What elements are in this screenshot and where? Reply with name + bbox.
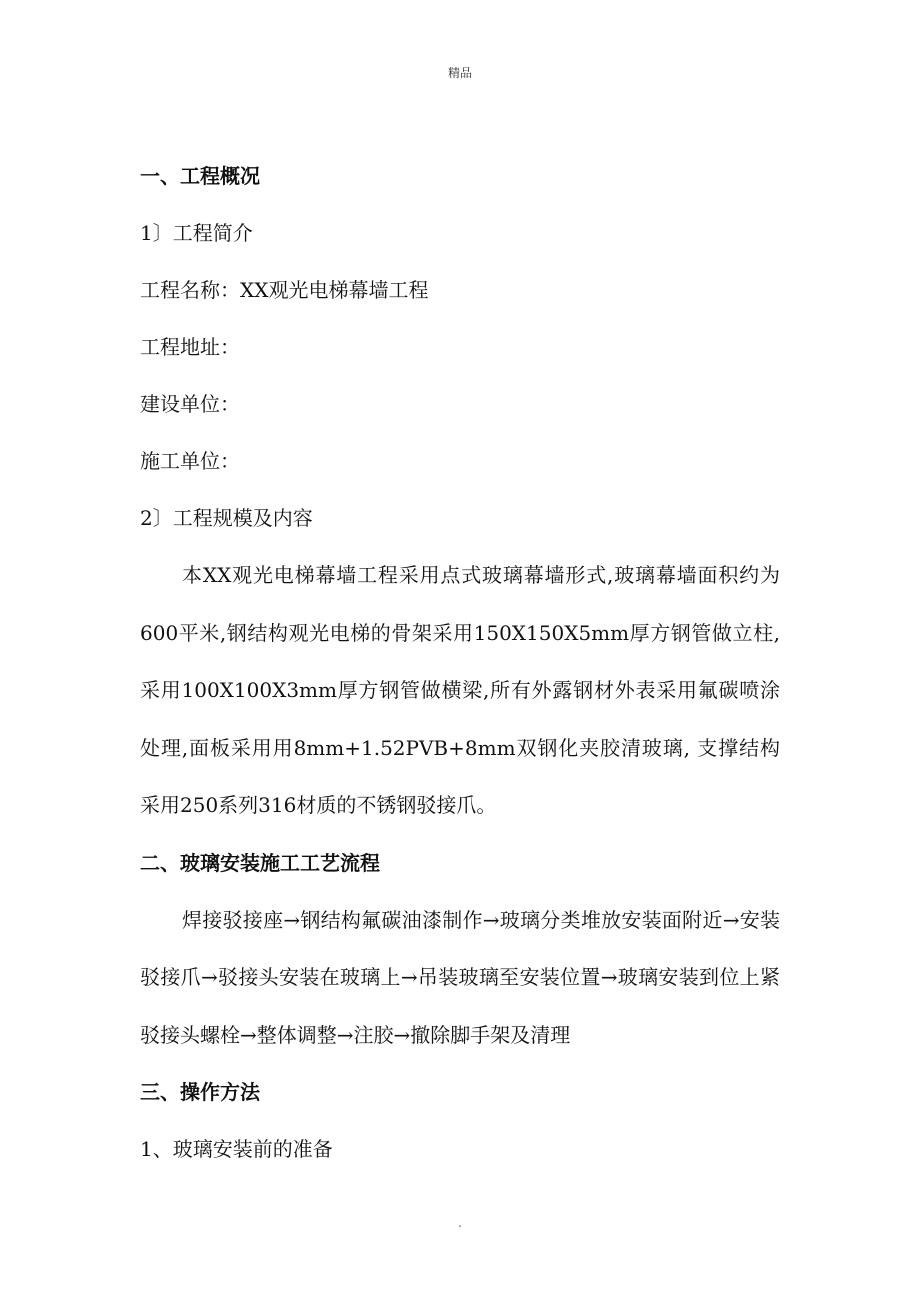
subsection-project-intro: 1〕工程简介 — [140, 221, 253, 245]
document-body — [140, 148, 780, 1178]
subsection-glass-prep: 1、玻璃安装前的准备 — [140, 1137, 333, 1161]
project-name: 工程名称：XX观光电梯幕墙工程 — [140, 278, 429, 302]
section-2-title: 二、玻璃安装施工工艺流程 — [140, 850, 380, 875]
page-footer: . — [458, 1216, 462, 1230]
section-3-title: 三、操作方法 — [140, 1080, 260, 1104]
construction-contractor: 施工单位： — [140, 449, 240, 473]
page-header: 精品 — [447, 66, 472, 80]
project-address: 工程地址： — [140, 335, 240, 359]
process-flow-paragraph: 焊接驳接座→钢结构氟碳油漆制作→玻璃分类堆放安装面附近→安装驳接爪→驳接头安装在玻璃上→吊装玻璃至安装位置→玻璃安装到位上紧驳接头螺栓→整体调整→注胶→撤除脚手架及清理 — [140, 907, 780, 1047]
section-1-title: 一、工程概况 — [140, 164, 260, 188]
scale-paragraph: 本XX观光电梯幕墙工程采用点式玻璃幕墙形式,玻璃幕墙面积约为600平米,钢结构观光电梯的骨架采用150X150X5mm厚方钢管做立柱,采用100X100X3mm厚方钢管做横梁,所有外露钢材外表采用氟碳喷涂处理,面板采用用8mm+1.52PVB+8mm双钢化夹胶清玻璃, 支撑结构采用250系列316材质的不锈钢驳接爪。 — [140, 563, 780, 817]
construction-owner: 建设单位： — [140, 392, 240, 416]
subsection-scale: 2〕工程规模及内容 — [140, 506, 313, 530]
